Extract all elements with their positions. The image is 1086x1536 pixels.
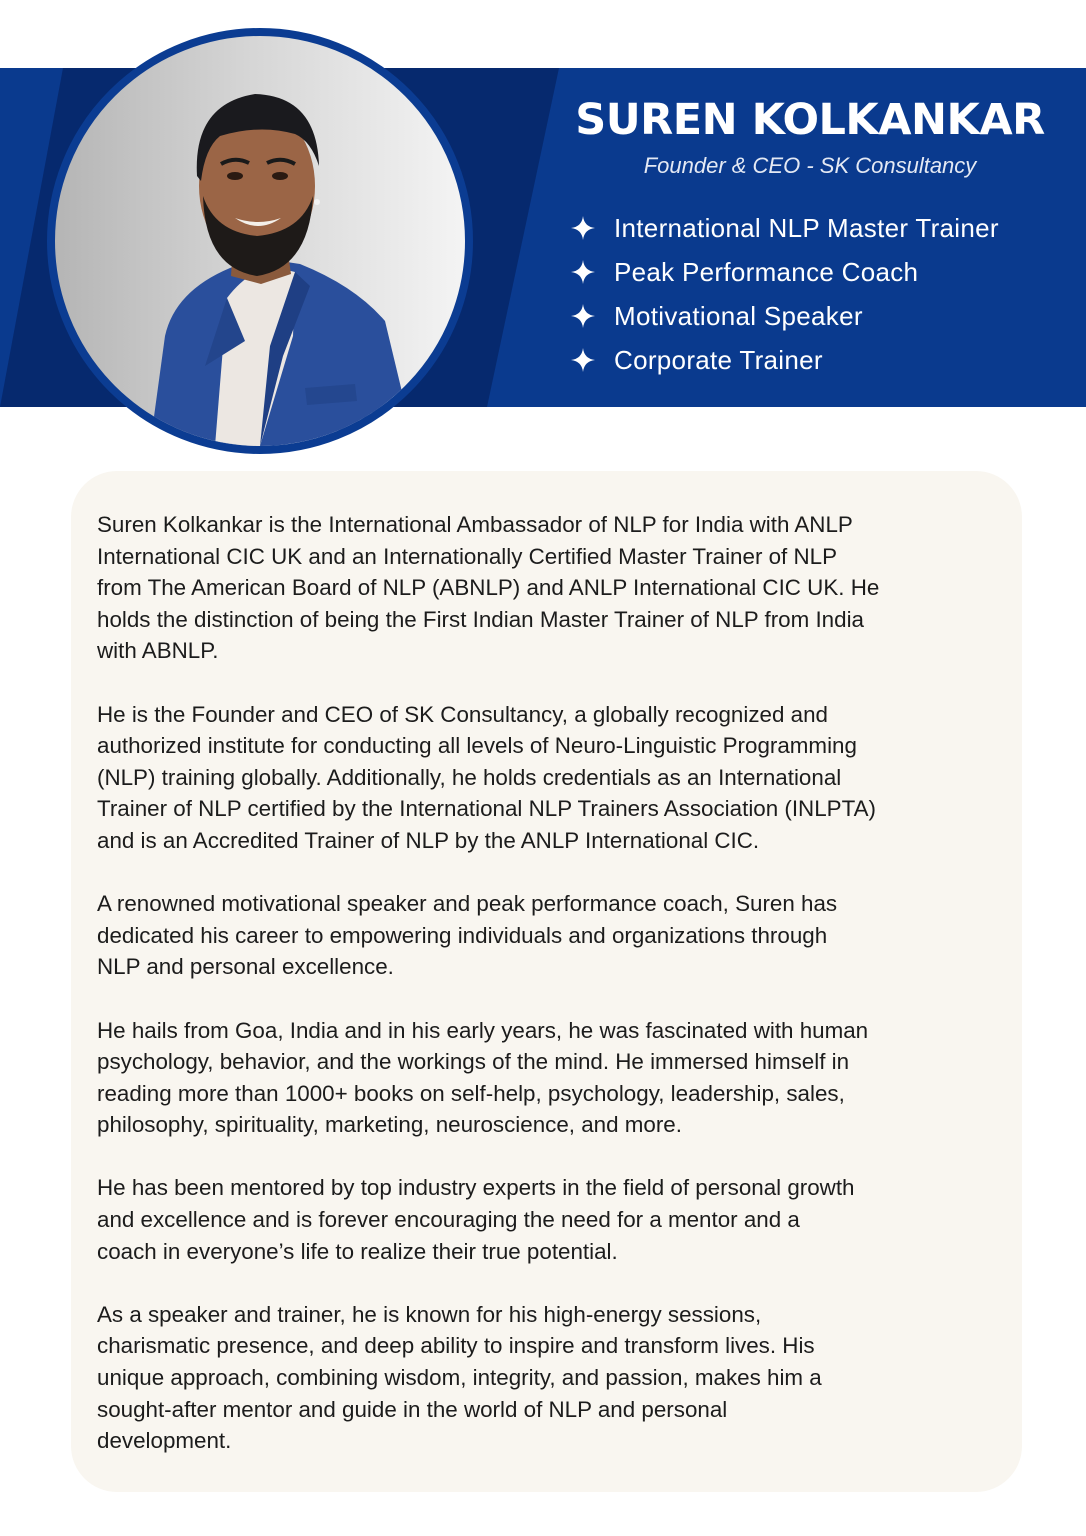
role-label: Peak Performance Coach	[614, 256, 919, 287]
role-item	[570, 206, 999, 250]
bio-line: As a speaker and trainer, he is known for his high-energy sessions,	[97, 1301, 762, 1327]
person-portrait-icon	[55, 36, 465, 446]
bio-line: unique approach, combining wisdom, integrity, and passion, makes him a	[97, 1365, 822, 1391]
bio-paragraph-3	[97, 888, 1007, 983]
bio-line: and excellence and is forever encouraging the need for a mentor and a	[97, 1207, 800, 1233]
role-label: International NLP Master Trainer	[614, 212, 999, 243]
bio-line: and is an Accredited Trainer of NLP by the ANLP International CIC.	[97, 827, 760, 853]
bio-line: NLP and personal excellence.	[97, 954, 394, 980]
bio-line: with ABNLP.	[97, 638, 219, 664]
bio-line: reading more than 1000+ books on self-help, psychology, leadership, sales,	[97, 1080, 845, 1106]
person-name-text: SUREN KOLKANKAR	[575, 95, 1045, 145]
portrait-photo	[47, 28, 473, 454]
bio-text	[97, 509, 1007, 1488]
bio-line: He hails from Goa, India and in his early years, he was fascinated with human	[97, 1017, 869, 1043]
bio-line: philosophy, spirituality, marketing, neuroscience, and more.	[97, 1112, 682, 1138]
sparkle-star-icon	[570, 303, 596, 329]
sparkle-star-icon	[570, 215, 596, 241]
bio-card	[71, 471, 1022, 1492]
role-item	[570, 250, 999, 294]
bio-line: authorized institute for conducting all levels of Neuro-Linguistic Programming	[97, 733, 857, 759]
bio-line: He has been mentored by top industry experts in the field of personal growth	[97, 1175, 855, 1201]
role-label: Motivational Speaker	[614, 300, 863, 331]
bio-line: psychology, behavior, and the workings of the mind. He immersed himself in	[97, 1049, 850, 1075]
person-name	[560, 94, 1060, 146]
bio-line: development.	[97, 1428, 232, 1454]
bio-line: from The American Board of NLP (ABNLP) and ANLP International CIC UK. He	[97, 575, 880, 601]
bio-paragraph-2	[97, 699, 1007, 857]
sparkle-star-icon	[570, 259, 596, 285]
bio-line: (NLP) training globally. Additionally, he holds credentials as an International	[97, 764, 842, 790]
bio-line: He is the Founder and CEO of SK Consultancy, a globally recognized and	[97, 701, 828, 727]
role-item	[570, 294, 999, 338]
bio-paragraph-5	[97, 1172, 1007, 1267]
bio-paragraph-1	[97, 509, 1007, 667]
bio-line: sought-after mentor and guide in the world of NLP and personal	[97, 1396, 728, 1422]
person-title: Founder & CEO - SK Consultancy	[643, 153, 977, 178]
bio-line: International CIC UK and an Internationally Certified Master Trainer of NLP	[97, 543, 838, 569]
bio-paragraph-6	[97, 1299, 1007, 1457]
bio-line: dedicated his career to empowering individuals and organizations through	[97, 922, 828, 948]
role-label: Corporate Trainer	[614, 344, 823, 375]
roles-list	[570, 206, 999, 382]
bio-line: Trainer of NLP certified by the International NLP Trainers Association (INLPTA)	[97, 796, 876, 822]
bio-line: A renowned motivational speaker and peak performance coach, Suren has	[97, 891, 838, 917]
header-text-block	[560, 68, 1086, 407]
bio-line: Suren Kolkankar is the International Ambassador of NLP for India with ANLP	[97, 512, 853, 537]
sparkle-star-icon	[570, 347, 596, 373]
bio-paragraph-4	[97, 1015, 1007, 1141]
bio-line: coach in everyone’s life to realize their true potential.	[97, 1238, 618, 1264]
role-item	[570, 338, 999, 382]
bio-line: charismatic presence, and deep ability to inspire and transform lives. His	[97, 1333, 815, 1359]
bio-line: holds the distinction of being the First Indian Master Trainer of NLP from India	[97, 606, 864, 632]
